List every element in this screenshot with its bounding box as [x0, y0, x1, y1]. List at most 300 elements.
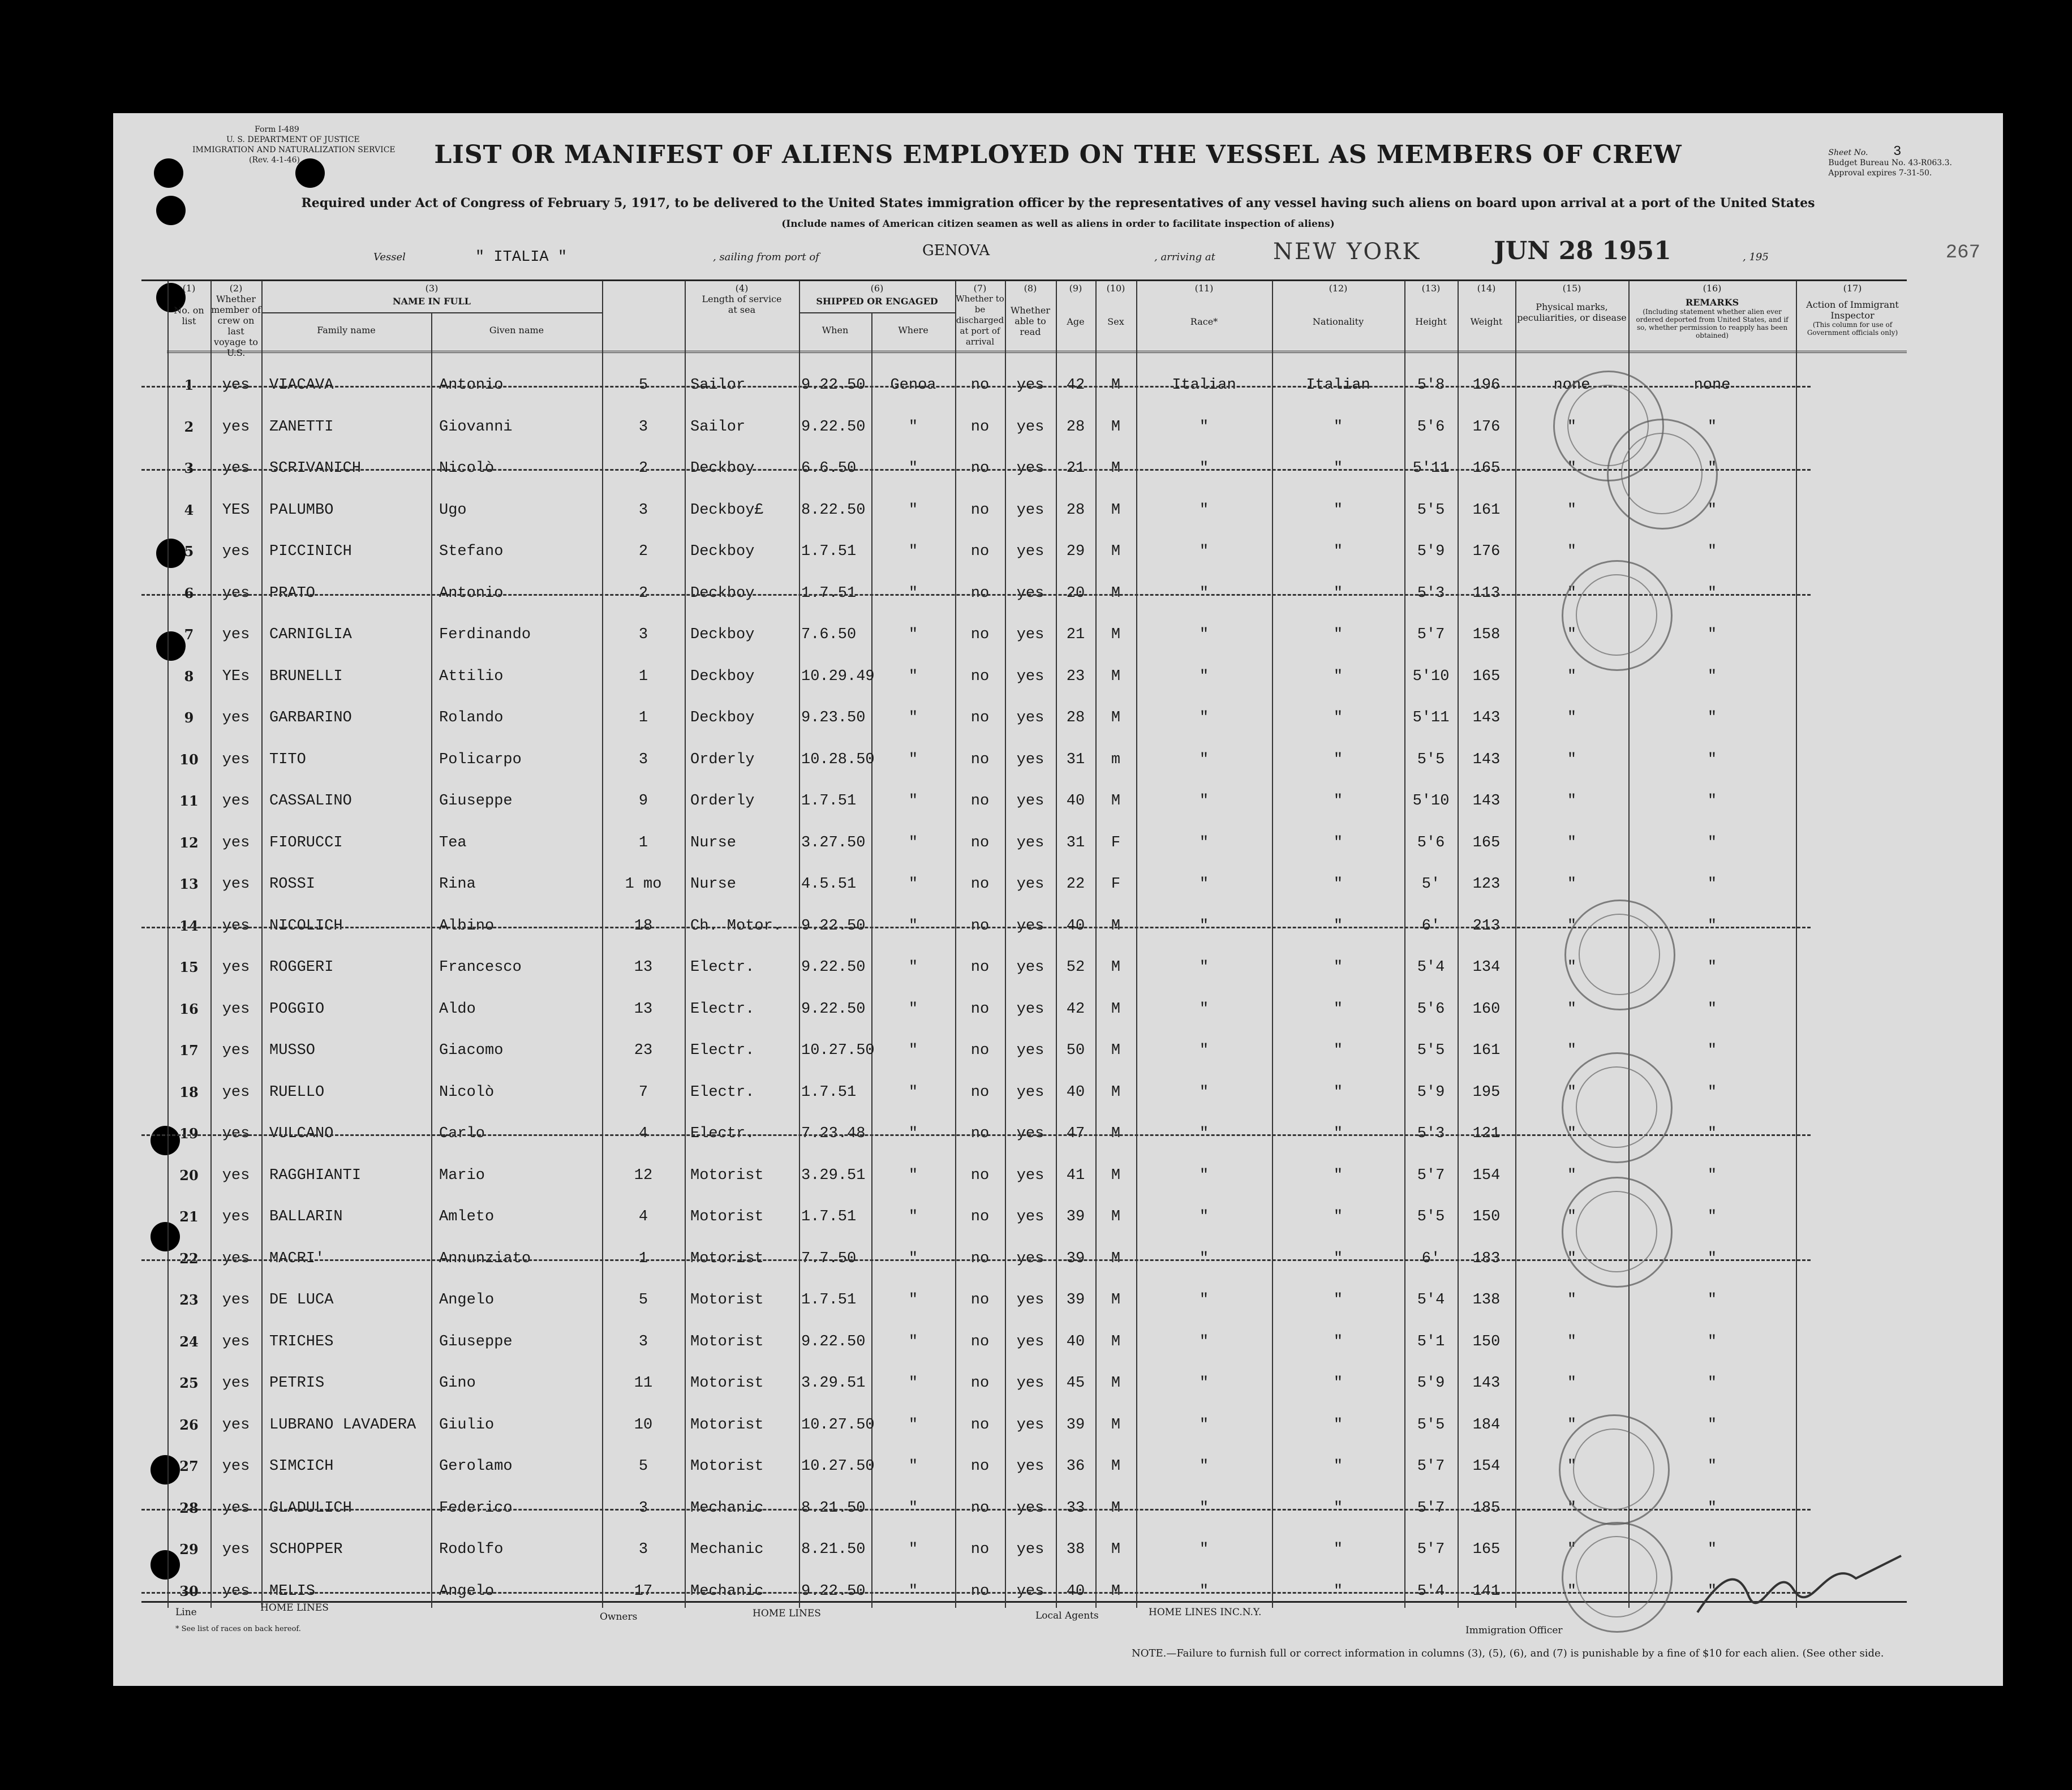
- cell-family: MUSSO: [269, 1042, 316, 1059]
- cell-sex: M: [1111, 1208, 1121, 1225]
- cell-discharged: no: [970, 1499, 990, 1517]
- cell-remarks: ": [1707, 1083, 1717, 1101]
- cell-position: Deckboy: [690, 584, 755, 602]
- table-row: [113, 1492, 2003, 1528]
- col-header-remarks: [1628, 283, 1796, 339]
- table-row: [113, 1450, 2003, 1486]
- cell-given: Giuseppe: [439, 1333, 513, 1350]
- cell-crew: yes: [222, 876, 250, 893]
- cell-where: ": [908, 834, 918, 851]
- cell-weight: 154: [1472, 1458, 1501, 1475]
- col-label: Whether to be discharged at port of arrival: [956, 294, 1004, 347]
- cell-sex: F: [1111, 834, 1121, 851]
- cell-position: Motorist: [690, 1250, 764, 1267]
- table-row: [113, 1409, 2003, 1445]
- cell-position: Motorist: [690, 1333, 764, 1350]
- cell-position: Sailor: [690, 377, 746, 394]
- cell-crew: yes: [222, 1582, 250, 1600]
- cell-crew: yes: [222, 1458, 250, 1475]
- agents-label: Local Agents: [1035, 1610, 1099, 1621]
- cell-remarks: ": [1707, 1250, 1717, 1267]
- cell-family: LUBRANO LAVADERA: [269, 1416, 416, 1434]
- cell-when: 10.27.50: [801, 1458, 875, 1475]
- cell-family: GARBARINO: [269, 709, 352, 726]
- cell-race: ": [1199, 543, 1209, 560]
- cell-marks: ": [1567, 1250, 1577, 1267]
- cell-service: 2: [638, 460, 648, 477]
- cell-nationality: ": [1333, 1000, 1343, 1018]
- cell-weight: 165: [1472, 834, 1501, 851]
- cell-given: Antonio: [439, 377, 504, 394]
- cell-crew: yes: [222, 1375, 250, 1392]
- cell-remarks: ": [1707, 460, 1717, 477]
- cell-when: 6.6.50: [801, 460, 857, 477]
- cell-nationality: ": [1333, 709, 1343, 726]
- cell-when: 10.28.50: [801, 751, 875, 768]
- cell-no: 28: [179, 1499, 199, 1516]
- cell-where: ": [908, 543, 918, 560]
- cell-when: 10.27.50: [801, 1416, 875, 1434]
- strike-line: [141, 1134, 1811, 1136]
- strike-line: [141, 594, 1811, 596]
- col-label: Height: [1415, 316, 1447, 327]
- sheet-label: Sheet No.: [1828, 148, 1868, 157]
- cell-position: Deckboy: [690, 668, 755, 685]
- cell-given: Angelo: [439, 1292, 495, 1309]
- year-label: , 195: [1743, 251, 1769, 263]
- col-header-weight: [1458, 283, 1515, 327]
- manifest-page: [113, 113, 2003, 1686]
- cell-service: 2: [638, 584, 648, 602]
- cell-nationality: ": [1333, 1458, 1343, 1475]
- cell-crew: yes: [222, 1125, 250, 1142]
- cell-given: Mario: [439, 1167, 485, 1184]
- cell-remarks: ": [1707, 709, 1717, 726]
- col-num: (1): [182, 283, 196, 294]
- cell-sex: M: [1111, 501, 1121, 519]
- cell-family: RAGGHIANTI: [269, 1167, 362, 1184]
- cell-crew: yes: [222, 1541, 250, 1558]
- cell-sex: M: [1111, 668, 1121, 685]
- officer-label: Immigration Officer: [1465, 1625, 1563, 1636]
- cell-service: 1 mo: [625, 876, 662, 893]
- cell-given: Nicolò: [439, 460, 495, 477]
- cell-discharged: no: [970, 1582, 990, 1600]
- arrival-port: NEW YORK: [1273, 239, 1421, 265]
- cell-nationality: ": [1333, 1582, 1343, 1600]
- consular-stamp: [1562, 1177, 1673, 1288]
- col-num: (7): [973, 283, 987, 294]
- cell-race: ": [1199, 1167, 1209, 1184]
- inspector-signature: [1686, 1544, 1912, 1629]
- cell-weight: 150: [1472, 1333, 1501, 1350]
- cell-family: NICOLICH: [269, 917, 343, 935]
- cell-read: yes: [1016, 917, 1044, 935]
- cell-where: ": [908, 1083, 918, 1101]
- table-row: [113, 369, 2003, 405]
- cell-crew: yes: [222, 959, 250, 976]
- cell-given: Giulio: [439, 1416, 495, 1434]
- cell-sex: M: [1111, 1499, 1121, 1517]
- cell-sex: M: [1111, 1375, 1121, 1392]
- cell-crew: yes: [222, 1333, 250, 1350]
- table-row: [113, 785, 2003, 821]
- cell-read: yes: [1016, 793, 1044, 810]
- cell-when: 10.27.50: [801, 1042, 875, 1059]
- cell-weight: 123: [1472, 876, 1501, 893]
- cell-where: ": [908, 1167, 918, 1184]
- cell-height: 5'11: [1412, 709, 1450, 726]
- cell-remarks: ": [1707, 1167, 1717, 1184]
- cell-no: 22: [179, 1250, 199, 1267]
- cell-age: 36: [1066, 1458, 1085, 1475]
- cell-service: 3: [638, 751, 648, 768]
- cell-race: ": [1199, 1333, 1209, 1350]
- cell-read: yes: [1016, 1250, 1044, 1267]
- cell-crew: yes: [222, 1499, 250, 1517]
- cell-read: yes: [1016, 1416, 1044, 1434]
- cell-sex: M: [1111, 709, 1121, 726]
- cell-position: Motorist: [690, 1416, 764, 1434]
- cell-age: 28: [1066, 501, 1085, 519]
- cell-given: Francesco: [439, 959, 522, 976]
- table-row: [113, 702, 2003, 738]
- cell-position: Mechanic: [690, 1541, 764, 1558]
- cell-nationality: ": [1333, 917, 1343, 935]
- cell-remarks: ": [1707, 668, 1717, 685]
- col-label: Weight: [1470, 316, 1503, 327]
- cell-height: 5'9: [1417, 1375, 1445, 1392]
- cell-family: BRUNELLI: [269, 668, 343, 685]
- cell-read: yes: [1016, 501, 1044, 519]
- vessel-name: " ITALIA ": [475, 249, 568, 266]
- cell-discharged: no: [970, 418, 990, 436]
- cell-remarks: ": [1707, 418, 1717, 436]
- cell-discharged: no: [970, 501, 990, 519]
- col-header-no: [167, 283, 210, 326]
- cell-discharged: no: [970, 1083, 990, 1101]
- cell-weight: 143: [1472, 751, 1501, 768]
- cell-age: 29: [1066, 543, 1085, 560]
- cell-height: 5': [1421, 876, 1441, 893]
- cell-marks: ": [1567, 959, 1577, 976]
- cell-given: Ferdinando: [439, 626, 531, 643]
- cell-nationality: ": [1333, 1208, 1343, 1225]
- sheet-number: 3: [1893, 144, 1902, 160]
- cell-no: 17: [179, 1042, 199, 1058]
- cell-when: 7.23.48: [801, 1125, 866, 1142]
- cell-discharged: no: [970, 1375, 990, 1392]
- cell-where: ": [908, 1582, 918, 1600]
- table-row: [113, 827, 2003, 863]
- col-header-when: When: [822, 325, 849, 335]
- cell-crew: yes: [222, 1167, 250, 1184]
- table-row: [113, 1159, 2003, 1195]
- cell-position: Deckboy: [690, 626, 755, 643]
- cell-age: 31: [1066, 834, 1085, 851]
- cell-service: 3: [638, 501, 648, 519]
- table-row: [113, 910, 2003, 946]
- col-header-discharged: [955, 283, 1005, 347]
- cell-weight: 185: [1472, 1499, 1501, 1517]
- cell-nationality: ": [1333, 1250, 1343, 1267]
- cell-no: 4: [184, 501, 194, 518]
- cell-sex: M: [1111, 377, 1121, 394]
- cell-position: Electr.: [690, 1000, 755, 1018]
- cell-race: ": [1199, 709, 1209, 726]
- cell-marks: ": [1567, 1499, 1577, 1517]
- cell-position: Motorist: [690, 1208, 764, 1225]
- cell-sex: M: [1111, 418, 1121, 436]
- cell-weight: 165: [1472, 668, 1501, 685]
- col-num: (16): [1703, 283, 1722, 294]
- footer-note: NOTE.—Failure to furnish full or correct information in columns (3), (5), (6), and (7) is punishable by a fine of $10 for each alien. (See other side.: [1132, 1647, 1884, 1659]
- cell-where: ": [908, 751, 918, 768]
- cell-given: Rolando: [439, 709, 504, 726]
- cell-given: Gerolamo: [439, 1458, 513, 1475]
- cell-when: 10.29.49: [801, 668, 875, 685]
- cell-remarks: ": [1707, 1000, 1717, 1018]
- cell-given: Giacomo: [439, 1042, 504, 1059]
- cell-race: ": [1199, 751, 1209, 768]
- cell-no: 13: [179, 876, 199, 892]
- cell-read: yes: [1016, 1167, 1044, 1184]
- table-row: [113, 535, 2003, 571]
- strike-line: [141, 469, 1811, 471]
- cell-where: ": [908, 1250, 918, 1267]
- cell-no: 16: [179, 1000, 199, 1017]
- cell-service: 3: [638, 1333, 648, 1350]
- cell-when: 3.29.51: [801, 1167, 866, 1184]
- col-num: (4): [735, 283, 749, 294]
- cell-age: 40: [1066, 1083, 1085, 1101]
- cell-weight: 154: [1472, 1167, 1501, 1184]
- cell-age: 38: [1066, 1541, 1085, 1558]
- cell-marks: ": [1567, 1042, 1577, 1059]
- col-note: (This column for use of Government officials only): [1807, 321, 1898, 337]
- cell-age: 52: [1066, 959, 1085, 976]
- cell-where: ": [908, 959, 918, 976]
- cell-crew: yes: [222, 1416, 250, 1434]
- cell-where: ": [908, 876, 918, 893]
- cell-family: GLADULICH: [269, 1499, 352, 1517]
- cell-discharged: no: [970, 793, 990, 810]
- cell-marks: ": [1567, 1167, 1577, 1184]
- cell-read: yes: [1016, 876, 1044, 893]
- cell-age: 28: [1066, 418, 1085, 436]
- cell-height: 5'5: [1417, 1042, 1445, 1059]
- cell-nationality: ": [1333, 501, 1343, 519]
- cell-given: Nicolò: [439, 1083, 495, 1101]
- agents-value: HOME LINES INC.N.Y.: [1149, 1607, 1262, 1618]
- cell-age: 42: [1066, 1000, 1085, 1018]
- cell-sex: M: [1111, 626, 1121, 643]
- cell-marks: ": [1567, 917, 1577, 935]
- cell-sex: M: [1111, 584, 1121, 602]
- owners-value: HOME LINES: [753, 1608, 821, 1619]
- cell-position: Deckboy: [690, 543, 755, 560]
- cell-given: Aldo: [439, 1000, 476, 1018]
- cell-marks: ": [1567, 626, 1577, 643]
- cell-discharged: no: [970, 543, 990, 560]
- cell-weight: 176: [1472, 418, 1501, 436]
- cell-position: Mechanic: [690, 1499, 764, 1517]
- cell-discharged: no: [970, 377, 990, 394]
- cell-discharged: no: [970, 1000, 990, 1018]
- col-header-given: Given name: [489, 325, 544, 335]
- cell-family: CASSALINO: [269, 793, 352, 810]
- cell-age: 39: [1066, 1292, 1085, 1309]
- cell-family: VIACAVA: [269, 377, 334, 394]
- cell-no: 23: [179, 1292, 199, 1308]
- cell-marks: ": [1567, 1541, 1577, 1558]
- consular-stamp: [1559, 1414, 1670, 1525]
- cell-nationality: ": [1333, 668, 1343, 685]
- cell-age: 42: [1066, 377, 1085, 394]
- cell-nationality: ": [1333, 1125, 1343, 1142]
- cell-height: 5'5: [1417, 501, 1445, 519]
- table-row: [113, 494, 2003, 530]
- cell-family: MELIS: [269, 1582, 316, 1600]
- consular-stamp: [1562, 1052, 1673, 1163]
- cell-race: ": [1199, 1416, 1209, 1434]
- cell-where: ": [908, 1000, 918, 1018]
- cell-service: 7: [638, 1083, 648, 1101]
- cell-marks: ": [1567, 668, 1577, 685]
- cell-sex: M: [1111, 1042, 1121, 1059]
- cell-discharged: no: [970, 1458, 990, 1475]
- col-header-race: [1136, 283, 1272, 327]
- cell-race: ": [1199, 668, 1209, 685]
- cell-given: Gino: [439, 1375, 476, 1392]
- cell-service: 23: [634, 1042, 653, 1059]
- cell-marks: ": [1567, 1458, 1577, 1475]
- cell-weight: 143: [1472, 1375, 1501, 1392]
- cell-sex: F: [1111, 876, 1121, 893]
- cell-family: SCHOPPER: [269, 1541, 343, 1558]
- col-label: Race*: [1190, 316, 1218, 327]
- stamp-number: 267: [1945, 242, 1980, 264]
- cell-family: PICCINICH: [269, 543, 352, 560]
- table-row: [113, 1076, 2003, 1112]
- cell-age: 20: [1066, 584, 1085, 602]
- cell-nationality: ": [1333, 1499, 1343, 1517]
- cell-height: 5'9: [1417, 543, 1445, 560]
- cell-read: yes: [1016, 1042, 1044, 1059]
- cell-crew: yes: [222, 1083, 250, 1101]
- cell-race: ": [1199, 418, 1209, 436]
- cell-weight: 150: [1472, 1208, 1501, 1225]
- cell-marks: ": [1567, 834, 1577, 851]
- cell-no: 26: [179, 1416, 199, 1433]
- cell-sex: M: [1111, 1416, 1121, 1434]
- cell-remarks: ": [1707, 1416, 1717, 1434]
- cell-nationality: ": [1333, 1083, 1343, 1101]
- cell-age: 23: [1066, 668, 1085, 685]
- cell-position: Orderly: [690, 751, 755, 768]
- cell-sex: M: [1111, 793, 1121, 810]
- cell-height: 5'6: [1417, 834, 1445, 851]
- cell-family: POGGIO: [269, 1000, 325, 1018]
- cell-where: ": [908, 917, 918, 935]
- cell-height: 5'11: [1412, 460, 1450, 477]
- cell-read: yes: [1016, 377, 1044, 394]
- cell-given: Giovanni: [439, 418, 513, 436]
- cell-height: 5'9: [1417, 1083, 1445, 1101]
- cell-crew: yes: [222, 917, 250, 935]
- budget-number: Budget Bureau No. 43-R063.3.: [1828, 158, 1952, 167]
- cell-crew: yes: [222, 1250, 250, 1267]
- cell-family: TRICHES: [269, 1333, 334, 1350]
- cell-nationality: ": [1333, 751, 1343, 768]
- cell-no: 6: [184, 584, 194, 601]
- cell-height: 5'4: [1417, 1582, 1445, 1600]
- cell-remarks: ": [1707, 1375, 1717, 1392]
- cell-where: ": [908, 793, 918, 810]
- cell-marks: ": [1567, 1333, 1577, 1350]
- cell-family: TITO: [269, 751, 306, 768]
- cell-read: yes: [1016, 1541, 1044, 1558]
- cell-height: 5'7: [1417, 626, 1445, 643]
- cell-service: 3: [638, 626, 648, 643]
- cell-remarks: ": [1707, 1208, 1717, 1225]
- cell-service: 1: [638, 834, 648, 851]
- table-row: [113, 1034, 2003, 1070]
- cell-crew: yes: [222, 418, 250, 436]
- col-label: Whether member of crew on last voyage to U.S.: [211, 294, 261, 358]
- cell-race: ": [1199, 584, 1209, 602]
- cell-service: 3: [638, 418, 648, 436]
- table-row: [113, 660, 2003, 696]
- cell-no: 27: [179, 1458, 199, 1474]
- cell-family: PETRIS: [269, 1375, 325, 1392]
- col-header-name: [261, 283, 602, 307]
- cell-marks: ": [1567, 1125, 1577, 1142]
- table-row: [113, 1200, 2003, 1237]
- col-header-age: [1056, 283, 1095, 327]
- cell-where: ": [908, 584, 918, 602]
- cell-marks: ": [1567, 793, 1577, 810]
- strike-line: [141, 1259, 1811, 1261]
- cell-crew: yes: [222, 543, 250, 560]
- cell-read: yes: [1016, 460, 1044, 477]
- cell-read: yes: [1016, 543, 1044, 560]
- cell-where: ": [908, 668, 918, 685]
- cell-height: 5'5: [1417, 751, 1445, 768]
- cell-no: 7: [184, 626, 194, 643]
- cell-height: 5'3: [1417, 584, 1445, 602]
- cell-nationality: ": [1333, 834, 1343, 851]
- cell-sex: M: [1111, 1458, 1121, 1475]
- cell-given: Attilio: [439, 668, 504, 685]
- cell-position: Electr.: [690, 1042, 755, 1059]
- cell-weight: 195: [1472, 1083, 1501, 1101]
- cell-marks: ": [1567, 1292, 1577, 1309]
- cell-discharged: no: [970, 1167, 990, 1184]
- cell-remarks: ": [1707, 501, 1717, 519]
- cell-read: yes: [1016, 1582, 1044, 1600]
- cell-nationality: ": [1333, 1541, 1343, 1558]
- cell-discharged: no: [970, 1250, 990, 1267]
- col-num: (10): [1106, 283, 1125, 294]
- cell-read: yes: [1016, 1208, 1044, 1225]
- cell-race: ": [1199, 1499, 1209, 1517]
- cell-height: 5'4: [1417, 1292, 1445, 1309]
- cell-when: 9.23.50: [801, 709, 866, 726]
- cell-read: yes: [1016, 626, 1044, 643]
- table-row: [113, 868, 2003, 904]
- cell-height: 5'3: [1417, 1125, 1445, 1142]
